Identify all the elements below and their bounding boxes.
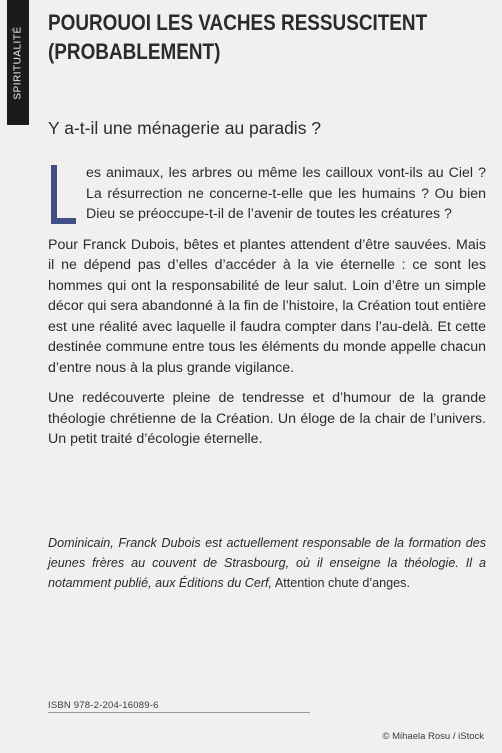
author-bio-italic: Dominicain, Franck Dubois est actuellement responsable de la formation des jeunes frères au couvent de Strasbourg, où il enseigne la théologie. Il a notamment publié, aux Éditions du Cerf, xyxy=(48,536,486,590)
book-title xyxy=(48,8,426,66)
isbn-divider xyxy=(48,712,310,713)
blurb-paragraph-2: Pour Franck Dubois, bêtes et plantes attendent d’être sauvées. Mais il ne dépend pas d’elles d’accéder à la vie éternelle : ce sont les hommes qui ont la responsabilité de leur salut. Loin d’être un simple décor qui sera abandonné à la fin de l’histoire, la Création tout entière est une réalité avec laquelle il faudra compter dans l’au-delà. Et cette destinée commune entre tous les éléments du monde appelle chacun d’entre nous à la plus grande vigilance. xyxy=(48,236,486,376)
blurb-paragraph-3: Une redécouverte pleine de tendresse et d’humour de la grande théologie chrétienne de la Création. Un éloge de la chair de l’univers. Un petit traité d’écologie éternelle. xyxy=(48,390,486,447)
author-bio-book-title: Attention chute d’anges. xyxy=(272,576,410,590)
book-subtitle: Y a-t-il une ménagerie au paradis ? xyxy=(48,118,322,138)
dropcap-letter xyxy=(48,165,78,225)
dropcap-l-glyph xyxy=(48,165,78,225)
isbn-number: ISBN 978-2-204-16089-6 xyxy=(48,700,159,711)
blurb-paragraph-1-text: es animaux, les arbres ou même les cailloux vont-ils au Ciel ? La résurrection ne concerne-t-elle que les humains ? Ou bien Dieu se préoccupe-t-il de l’avenir de toutes les créatures ? xyxy=(86,165,486,222)
author-bio xyxy=(48,533,486,593)
title-line-1: POUROUOI LES VACHES RESSUSCITENT xyxy=(48,10,428,35)
category-tab xyxy=(7,0,29,125)
blurb-paragraph-1 xyxy=(48,163,486,225)
photo-credit: © Mihaela Rosu / iStock xyxy=(382,731,484,742)
blurb xyxy=(48,163,486,450)
category-label: SPIRITUALITÉ xyxy=(12,25,24,100)
title-line-2: (PROBABLEMENT) xyxy=(48,39,221,64)
